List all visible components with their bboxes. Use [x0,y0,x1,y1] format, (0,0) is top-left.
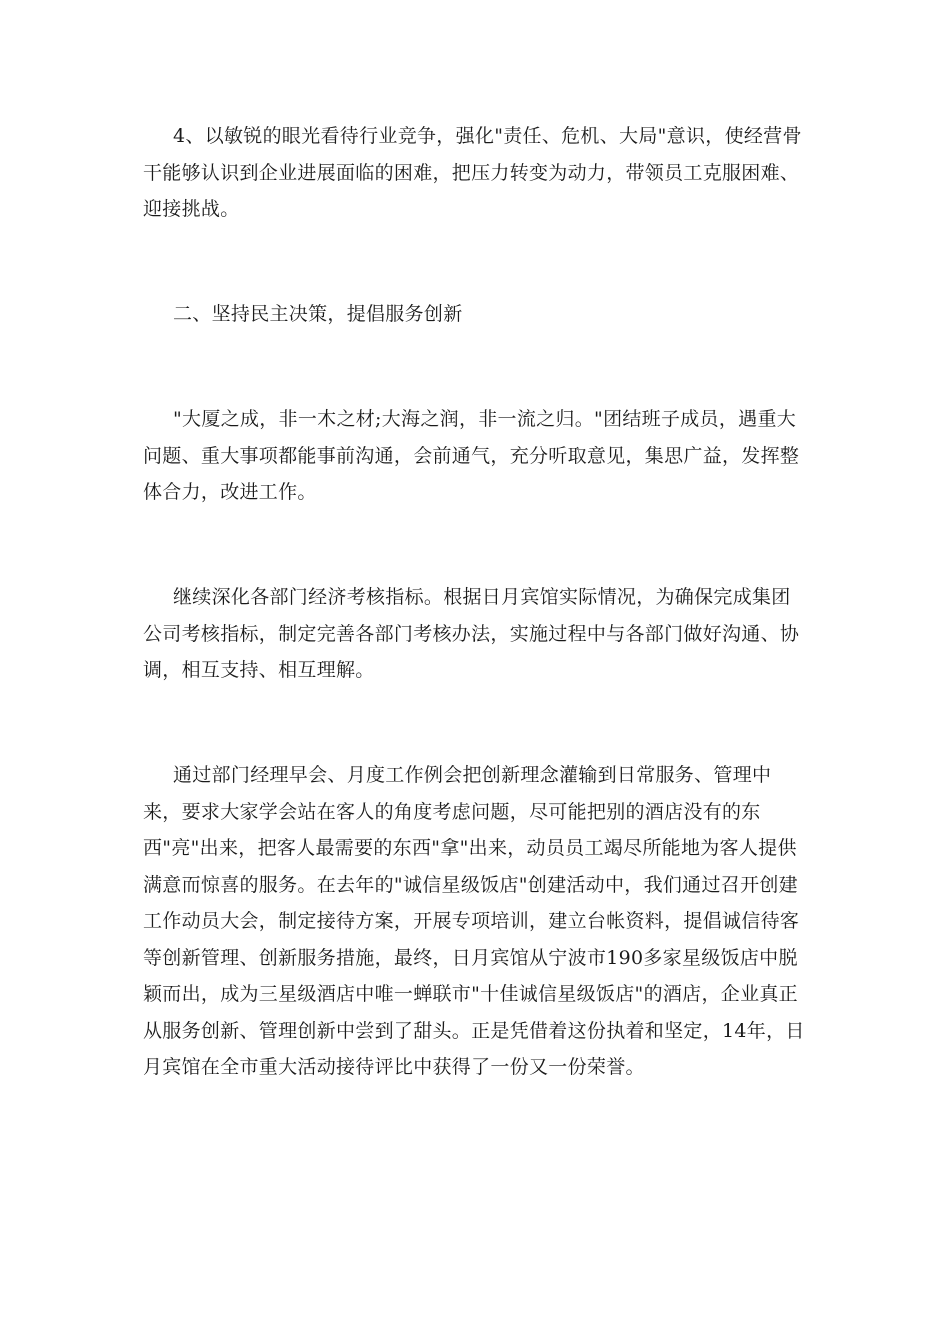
paragraph-innovation: 通过部门经理早会、月度工作例会把创新理念灌输到日常服务、管理中来，要求大家学会站在客人的角度考虑问题，尽可能把别的酒店没有的东西"亮"出来，把客人最需要的东西"拿"出来，动员员工竭尽所能地为客人提供满意而惊喜的服务。在去年的"诚信星级饭店"创建活动中，我们通过召开创建工作动员大会，制定接待方案，开展专项培训，建立台帐资料，提倡诚信待客等创新管理、创新服务措施，最终，日月宾馆从宁波市190多家星级饭店中脱颖而出，成为三星级酒店中唯一蝉联市"十佳诚信星级饭店"的酒店，企业真正从服务创新、管理创新中尝到了甜头。正是凭借着这份执着和坚定，14年，日月宾馆在全市重大活动接待评比中获得了一份又一份荣誉。 [143,764,805,1078]
section-heading: 二、坚持民主决策，提倡服务创新 [173,303,463,325]
paragraph-quote: "大厦之成，非一木之材;大海之润，非一流之归。"团结班子成员，遇重大问题、重大事项都能事前沟通，会前通气，充分听取意见，集思广益，发挥整体合力，改进工作。 [143,408,800,503]
paragraph-item-4: 4、以敏锐的眼光看待行业竞争，强化"责任、危机、大局"意识，使经营骨干能够认识到企业进展面临的困难，把压力转变为动力，带领员工克服困难、迎接挑战。 [143,125,802,220]
paragraph-assessment: 继续深化各部门经济考核指标。根据日月宾馆实际情况，为确保完成集团公司考核指标，制定完善各部门考核办法，实施过程中与各部门做好沟通、协调，相互支持、相互理解。 [143,586,800,681]
